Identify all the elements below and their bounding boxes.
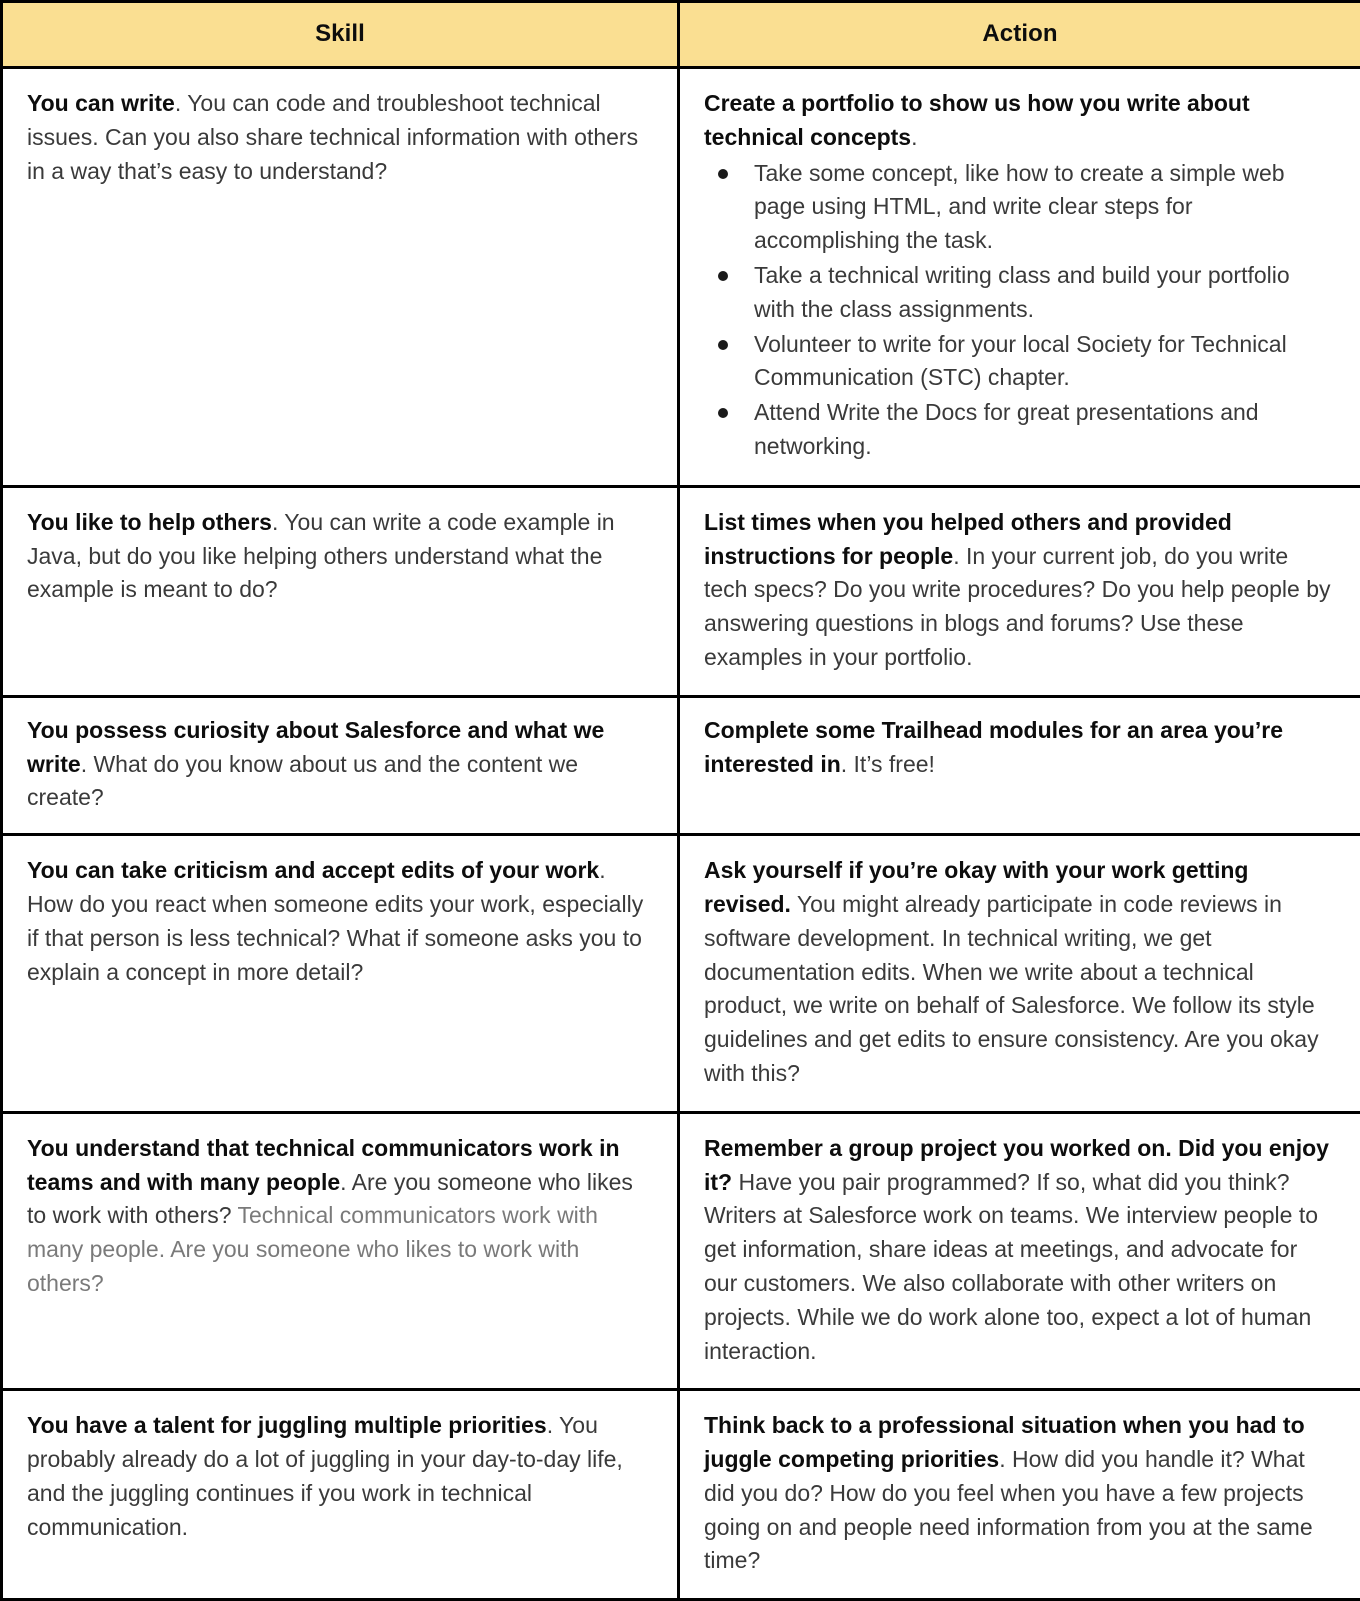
skill-lead: You like to help others (27, 509, 272, 535)
skill-cell (2, 68, 679, 487)
action-text (704, 1409, 1336, 1578)
skill-cell (2, 1112, 679, 1390)
action-lead: Ask yourself if you’re okay with your work getting revised. (704, 857, 1248, 917)
action-cell (679, 1112, 1360, 1390)
skill-body: . You can code and troubleshoot technical issues. Can you also share technical information with others in a way that’s easy to understand? (27, 90, 638, 184)
skill-text (27, 1132, 653, 1301)
table-row (2, 696, 1360, 834)
bullet-icon (718, 340, 728, 350)
skill-body: . You can write a code example in Java, but do you like helping others understand what the example is meant to do? (27, 509, 615, 603)
list-item (750, 157, 1336, 258)
skill-text (27, 87, 653, 188)
column-header-action: Action (679, 2, 1360, 68)
skill-text (27, 506, 653, 607)
skill-cell (2, 486, 679, 696)
table-header (2, 2, 1360, 68)
action-lead: Complete some Trailhead modules for an area you’re interested in (704, 717, 1283, 777)
action-lead: Create a portfolio to show us how you write about technical concepts (704, 90, 1250, 150)
table-body (2, 68, 1360, 1600)
list-item-label: Take some concept, like how to create a simple web page using HTML, and write clear steps for accomplishing the task. (754, 160, 1285, 254)
list-item-label: Attend Write the Docs for great presentations and networking. (754, 399, 1259, 459)
skill-body: . You probably already do a lot of juggling in your day-to-day life, and the juggling continues if you work in technical communication. (27, 1412, 623, 1539)
action-body: . How did you handle it? What did you do? How do you feel when you have a few projects going on and people need information from you at the same time? (704, 1446, 1313, 1573)
action-body: You might already participate in code reviews in software development. In technical writing, we get documentation edits. When we write about a technical product, we write on behalf of Salesforce. We follow its style guidelines and get edits to ensure consistency. Are you okay with this? (704, 891, 1319, 1086)
action-lead: Think back to a professional situation when you had to juggle competing priorities (704, 1412, 1305, 1472)
bullet-icon (718, 408, 728, 418)
column-header-skill: Skill (2, 2, 679, 68)
action-text (704, 506, 1336, 675)
action-cell (679, 1390, 1360, 1600)
list-item-label: Take a technical writing class and build your portfolio with the class assignments. (754, 262, 1290, 322)
action-body: . It’s free! (841, 751, 935, 777)
action-cell (679, 696, 1360, 834)
table-row (2, 1112, 1360, 1390)
skill-text (27, 854, 653, 989)
action-text (704, 87, 1336, 155)
action-body: . In your current job, do you write tech specs? Do you write procedures? Do you help people by answering questions in blogs and forums? Use these examples in your portfolio. (704, 543, 1330, 670)
list-item (750, 259, 1336, 327)
action-text (704, 854, 1336, 1091)
action-cell (679, 835, 1360, 1113)
action-cell (679, 68, 1360, 487)
skill-lead: You can write (27, 90, 175, 116)
skill-body: . How do you react when someone edits your work, especially if that person is less technical? What if someone asks you to explain a concept in more detail? (27, 857, 643, 984)
skill-text (27, 714, 653, 815)
skill-lead: You have a talent for juggling multiple priorities (27, 1412, 547, 1438)
action-body: . (911, 124, 917, 150)
skill-lead: You possess curiosity about Salesforce and what we write (27, 717, 604, 777)
bullet-icon (718, 271, 728, 281)
skill-cell (2, 1390, 679, 1600)
action-body: Have you pair programmed? If so, what did you think? Writers at Salesforce work on teams. We interview people to get information, share ideas at meetings, and advocate for our customers. We also collaborate with other writers on projects. While we do work alone too, expect a lot of human interaction. (704, 1169, 1318, 1364)
table-row (2, 486, 1360, 696)
skill-body: . Are you someone who likes to work with others? (27, 1169, 633, 1229)
table-row (2, 835, 1360, 1113)
skill-body-muted: Technical communicators work with many people. Are you someone who likes to work with others? (27, 1202, 598, 1296)
skill-cell (2, 835, 679, 1113)
table-row (2, 68, 1360, 487)
skill-lead: You understand that technical communicators work in teams and with many people (27, 1135, 620, 1195)
table-row (2, 1390, 1360, 1600)
action-bullet-list (704, 157, 1336, 464)
list-item-label: Volunteer to write for your local Society for Technical Communication (STC) chapter. (754, 331, 1287, 391)
table-header-row (2, 2, 1360, 68)
action-text (704, 714, 1336, 782)
skill-body: . What do you know about us and the content we create? (27, 751, 578, 811)
skill-cell (2, 696, 679, 834)
action-lead: Remember a group project you worked on. Did you enjoy it? (704, 1135, 1329, 1195)
skill-lead: You can take criticism and accept edits of your work (27, 857, 599, 883)
action-lead: List times when you helped others and provided instructions for people (704, 509, 1232, 569)
list-item (750, 328, 1336, 396)
action-cell (679, 486, 1360, 696)
skill-text (27, 1409, 653, 1544)
list-item (750, 396, 1336, 464)
bullet-icon (718, 169, 728, 179)
action-text (704, 1132, 1336, 1369)
